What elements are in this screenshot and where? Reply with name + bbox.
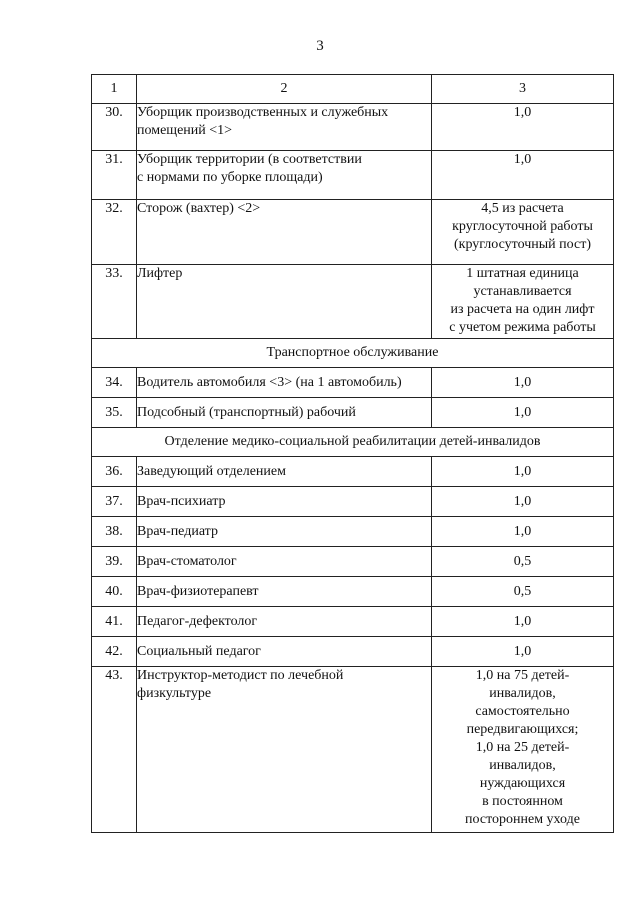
table-row (92, 667, 614, 833)
page-number: 3 (316, 38, 324, 54)
table-row (92, 104, 614, 151)
row-number: 38. (92, 517, 137, 547)
position-value: 0,5 (432, 577, 614, 607)
column-header: 1 (92, 75, 137, 104)
position-name: Водитель автомобиля <3> (на 1 автомобиль) (137, 368, 432, 398)
position-value: 1,0 (432, 368, 614, 398)
row-number: 37. (92, 487, 137, 517)
section-header-row (92, 339, 614, 368)
position-name: Лифтер (137, 265, 432, 339)
position-value: 1,0 (432, 607, 614, 637)
position-value: 1 штатная единица устанавливается из расчета на один лифт с учетом режима работы (432, 265, 614, 339)
row-number: 30. (92, 104, 137, 151)
table-row (92, 577, 614, 607)
section-header-row (92, 428, 614, 457)
position-name: Врач-физиотерапевт (137, 577, 432, 607)
table-row (92, 637, 614, 667)
row-number: 35. (92, 398, 137, 428)
row-number: 43. (92, 667, 137, 833)
position-name: Врач-психиатр (137, 487, 432, 517)
position-value: 4,5 из расчета круглосуточной работы (круглосуточный пост) (432, 200, 614, 265)
row-number: 39. (92, 547, 137, 577)
table-row (92, 517, 614, 547)
row-number: 34. (92, 368, 137, 398)
position-value: 1,0 на 75 детей- инвалидов, самостоятельно передвигающихся; 1,0 на 25 детей- инвалидов, нуждающихся в постоянном постороннем уходе (432, 667, 614, 833)
position-name: Уборщик территории (в соответствии с нормами по уборке площади) (137, 151, 432, 200)
position-name: Врач-педиатр (137, 517, 432, 547)
table-row (92, 265, 614, 339)
section-title: Отделение медико-социальной реабилитации детей-инвалидов (92, 428, 614, 457)
table-row (92, 547, 614, 577)
position-value: 1,0 (432, 517, 614, 547)
position-name: Врач-стоматолог (137, 547, 432, 577)
position-value: 1,0 (432, 637, 614, 667)
row-number: 42. (92, 637, 137, 667)
row-number: 36. (92, 457, 137, 487)
table-row (92, 200, 614, 265)
position-name: Инструктор-методист по лечебной физкультуре (137, 667, 432, 833)
position-value: 1,0 (432, 151, 614, 200)
position-value: 0,5 (432, 547, 614, 577)
position-value: 1,0 (432, 398, 614, 428)
column-header: 2 (137, 75, 432, 104)
table-row (92, 368, 614, 398)
position-name: Подсобный (транспортный) рабочий (137, 398, 432, 428)
position-name: Сторож (вахтер) <2> (137, 200, 432, 265)
table-row (92, 457, 614, 487)
table-row (92, 607, 614, 637)
table-header-row (92, 75, 614, 104)
position-value: 1,0 (432, 104, 614, 151)
column-header: 3 (432, 75, 614, 104)
section-title: Транспортное обслуживание (92, 339, 614, 368)
position-value: 1,0 (432, 457, 614, 487)
position-name: Заведующий отделением (137, 457, 432, 487)
row-number: 33. (92, 265, 137, 339)
row-number: 31. (92, 151, 137, 200)
table-row (92, 487, 614, 517)
position-value: 1,0 (432, 487, 614, 517)
staffing-table (91, 74, 614, 833)
table-row (92, 398, 614, 428)
position-name: Социальный педагог (137, 637, 432, 667)
table-row (92, 151, 614, 200)
row-number: 32. (92, 200, 137, 265)
row-number: 41. (92, 607, 137, 637)
position-name: Педагог-дефектолог (137, 607, 432, 637)
row-number: 40. (92, 577, 137, 607)
position-name: Уборщик производственных и служебных помещений <1> (137, 104, 432, 151)
